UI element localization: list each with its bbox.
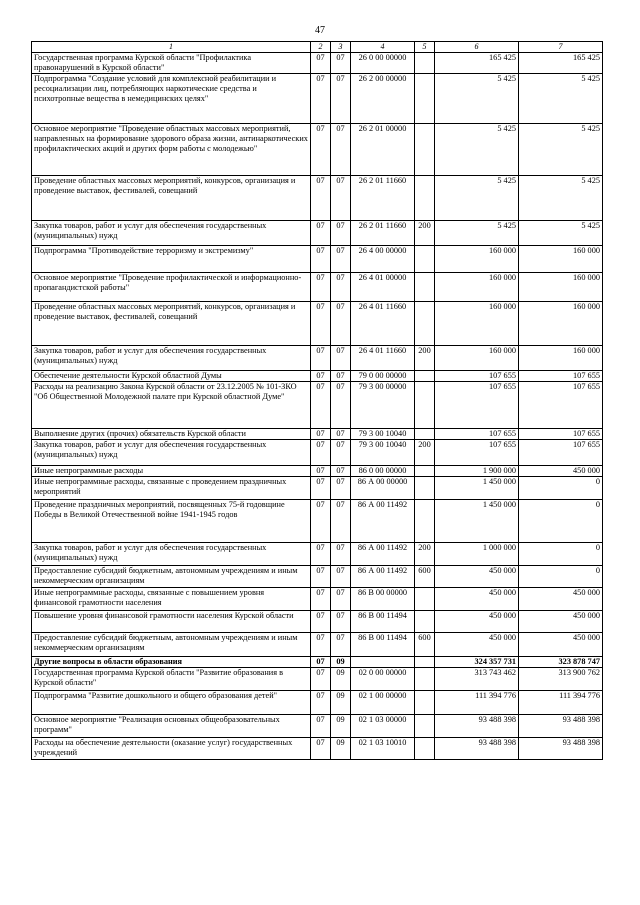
amount-2022-cell: 5 425 [519,74,603,124]
amount-2022-cell: 5 425 [519,124,603,176]
amount-2021-cell: 160 000 [435,302,519,346]
section-cell: 07 [311,74,331,124]
subsection-cell: 07 [331,346,351,371]
table-row [32,668,603,691]
target-article-cell: 86 А 00 11492 [351,543,415,566]
expense-type-cell [415,273,435,302]
expense-type-cell: 600 [415,633,435,657]
table-row [32,371,603,382]
subsection-cell: 07 [331,429,351,440]
amount-2022-cell: 107 655 [519,371,603,382]
expense-type-cell [415,176,435,221]
target-article-cell: 86 В 00 11494 [351,611,415,633]
header-cell: 1 [32,42,311,53]
section-cell: 07 [311,371,331,382]
description-cell: Закупка товаров, работ и услуг для обеспечения государственных (муниципальных) нужд [32,543,311,566]
amount-2021-cell: 1 450 000 [435,477,519,500]
amount-2021-cell: 450 000 [435,611,519,633]
section-cell: 07 [311,124,331,176]
section-cell: 07 [311,221,331,246]
target-article-cell: 79 3 00 10040 [351,429,415,440]
target-article-cell: 26 4 01 00000 [351,273,415,302]
table-row [32,302,603,346]
section-cell: 07 [311,246,331,273]
table-row [32,466,603,477]
table-row [32,382,603,429]
amount-2021-cell: 107 655 [435,429,519,440]
subsection-cell: 07 [331,477,351,500]
section-cell: 07 [311,466,331,477]
amount-2021-cell: 5 425 [435,221,519,246]
amount-2022-cell: 93 488 398 [519,738,603,760]
section-cell: 07 [311,500,331,543]
expense-type-cell [415,371,435,382]
expense-type-cell [415,74,435,124]
section-cell: 07 [311,273,331,302]
section-cell: 07 [311,53,331,74]
table-row [32,273,603,302]
section-cell: 07 [311,543,331,566]
subsection-cell: 07 [331,74,351,124]
table-row [32,440,603,466]
table-header-row [32,42,603,53]
description-cell: Расходы на обеспечение деятельности (оказание услуг) государственных учреждений [32,738,311,760]
description-cell: Повышение уровня финансовой грамотности населения Курской области [32,611,311,633]
section-cell: 07 [311,440,331,466]
target-article-cell: 26 2 00 00000 [351,74,415,124]
subsection-cell: 07 [331,176,351,221]
description-cell: Обеспечение деятельности Курской областной Думы [32,371,311,382]
amount-2021-cell: 324 357 731 [435,657,519,668]
section-cell: 07 [311,429,331,440]
amount-2022-cell: 107 655 [519,440,603,466]
table-row [32,566,603,588]
subsection-cell: 07 [331,611,351,633]
amount-2022-cell: 165 425 [519,53,603,74]
expense-type-cell [415,53,435,74]
table-row [32,543,603,566]
amount-2021-cell: 165 425 [435,53,519,74]
expense-type-cell [415,124,435,176]
amount-2021-cell: 93 488 398 [435,738,519,760]
amount-2022-cell: 0 [519,500,603,543]
table-row [32,429,603,440]
amount-2021-cell: 450 000 [435,633,519,657]
target-article-cell: 79 3 00 10040 [351,440,415,466]
target-article-cell: 02 1 03 10010 [351,738,415,760]
target-article-cell: 86 А 00 00000 [351,477,415,500]
target-article-cell: 26 0 00 00000 [351,53,415,74]
description-cell: Основное мероприятие "Проведение профилактической и информационно-пропагандистской работы" [32,273,311,302]
amount-2022-cell: 0 [519,566,603,588]
amount-2021-cell: 1 450 000 [435,500,519,543]
subsection-cell: 07 [331,53,351,74]
amount-2021-cell: 450 000 [435,588,519,611]
amount-2022-cell: 160 000 [519,273,603,302]
description-cell: Иные непрограммные расходы [32,466,311,477]
description-cell: Подпрограмма "Противодействие терроризму и экстремизму" [32,246,311,273]
target-article-cell: 26 4 00 00000 [351,246,415,273]
section-cell: 07 [311,588,331,611]
target-article-cell: 02 0 00 00000 [351,668,415,691]
section-cell: 07 [311,633,331,657]
description-cell: Основное мероприятие "Реализация основных общеобразовательных программ" [32,715,311,738]
section-cell: 07 [311,346,331,371]
section-cell: 07 [311,657,331,668]
page-number: 47 [315,25,325,36]
amount-2021-cell: 5 425 [435,124,519,176]
table-row [32,221,603,246]
subsection-cell: 09 [331,691,351,715]
expense-type-cell: 200 [415,440,435,466]
expense-type-cell [415,477,435,500]
target-article-cell: 86 В 00 00000 [351,588,415,611]
section-cell: 07 [311,668,331,691]
header-cell: 6 [435,42,519,53]
target-article-cell: 26 2 01 00000 [351,124,415,176]
target-article-cell: 86 А 00 11492 [351,566,415,588]
amount-2021-cell: 1 000 000 [435,543,519,566]
target-article-cell: 86 В 00 11494 [351,633,415,657]
target-article-cell: 79 0 00 00000 [351,371,415,382]
table-row [32,246,603,273]
description-cell: Предоставление субсидий бюджетным, автономным учреждениям и иным некоммерческим организациям [32,633,311,657]
amount-2021-cell: 313 743 462 [435,668,519,691]
subsection-cell: 07 [331,371,351,382]
expense-type-cell: 200 [415,346,435,371]
section-cell: 07 [311,302,331,346]
amount-2022-cell: 160 000 [519,302,603,346]
section-cell: 07 [311,382,331,429]
expense-type-cell [415,691,435,715]
target-article-cell: 86 0 00 00000 [351,466,415,477]
description-cell: Государственная программа Курской области "Профилактика правонарушений в Курской области" [32,53,311,74]
amount-2022-cell: 107 655 [519,382,603,429]
amount-2022-cell: 93 488 398 [519,715,603,738]
table-row [32,74,603,124]
subsection-cell: 07 [331,543,351,566]
amount-2022-cell: 5 425 [519,221,603,246]
amount-2022-cell: 5 425 [519,176,603,221]
amount-2022-cell: 450 000 [519,466,603,477]
subsection-cell: 07 [331,566,351,588]
target-article-cell: 02 1 00 00000 [351,691,415,715]
target-article-cell: 26 2 01 11660 [351,221,415,246]
target-article-cell: 26 2 01 11660 [351,176,415,221]
subsection-cell: 07 [331,500,351,543]
table-row [32,715,603,738]
description-cell: Другие вопросы в области образования [32,657,311,668]
subsection-cell: 09 [331,738,351,760]
subsection-cell: 07 [331,382,351,429]
table-row [32,53,603,74]
section-cell: 07 [311,738,331,760]
description-cell: Закупка товаров, работ и услуг для обеспечения государственных (муниципальных) нужд [32,440,311,466]
header-cell: 3 [331,42,351,53]
amount-2022-cell: 111 394 776 [519,691,603,715]
header-cell: 4 [351,42,415,53]
amount-2022-cell: 160 000 [519,346,603,371]
section-cell: 07 [311,691,331,715]
subsection-cell: 09 [331,668,351,691]
amount-2022-cell: 323 878 747 [519,657,603,668]
amount-2021-cell: 160 000 [435,246,519,273]
expense-type-cell: 600 [415,566,435,588]
table-row [32,633,603,657]
subsection-cell: 07 [331,124,351,176]
description-cell: Выполнение других (прочих) обязательств Курской области [32,429,311,440]
amount-2021-cell: 5 425 [435,74,519,124]
description-cell: Проведение праздничных мероприятий, посвященных 75-й годовщине Победы в Великой Отечественной войне 1941-1945 годов [32,500,311,543]
budget-table [31,41,603,760]
target-article-cell: 26 4 01 11660 [351,346,415,371]
amount-2022-cell: 0 [519,543,603,566]
amount-2022-cell: 0 [519,477,603,500]
expense-type-cell [415,302,435,346]
subsection-cell: 07 [331,588,351,611]
section-cell: 07 [311,477,331,500]
amount-2022-cell: 160 000 [519,246,603,273]
target-article-cell: 79 3 00 00000 [351,382,415,429]
description-cell: Подпрограмма "Развитие дошкольного и общего образования детей" [32,691,311,715]
description-cell: Иные непрограммные расходы, связанные с повышением уровня финансовой грамотности населения [32,588,311,611]
expense-type-cell [415,500,435,543]
expense-type-cell: 200 [415,221,435,246]
table-row [32,588,603,611]
description-cell: Подпрограмма "Создание условий для комплексной реабилитации и ресоциализации лиц, потребляющих наркотические средства и психотропные вещества в немедицинских целях" [32,74,311,124]
description-cell: Закупка товаров, работ и услуг для обеспечения государственных (муниципальных) нужд [32,221,311,246]
description-cell: Проведение областных массовых мероприятий, конкурсов, организация и проведение выставок, фестивалей, совещаний [32,302,311,346]
subsection-cell: 07 [331,633,351,657]
amount-2021-cell: 107 655 [435,382,519,429]
description-cell: Предоставление субсидий бюджетным, автономным учреждениям и иным некоммерческим организациям [32,566,311,588]
section-cell: 07 [311,715,331,738]
description-cell: Иные непрограммные расходы, связанные с проведением праздничных мероприятий [32,477,311,500]
header-cell: 2 [311,42,331,53]
amount-2022-cell: 450 000 [519,611,603,633]
expense-type-cell [415,429,435,440]
amount-2021-cell: 160 000 [435,346,519,371]
subsection-cell: 07 [331,221,351,246]
description-cell: Основное мероприятие "Проведение областных массовых мероприятий, направленных на формирование здорового образа жизни, антинаркотических профилактических акций и других форм работы с молодежью" [32,124,311,176]
amount-2022-cell: 450 000 [519,633,603,657]
subsection-cell: 07 [331,466,351,477]
table-row [32,500,603,543]
description-cell: Расходы на реализацию Закона Курской области от 23.12.2005 № 101-ЗКО "Об Общественной Молодежной палате при Курской областной Думе" [32,382,311,429]
amount-2022-cell: 313 900 762 [519,668,603,691]
amount-2021-cell: 107 655 [435,440,519,466]
description-cell: Закупка товаров, работ и услуг для обеспечения государственных (муниципальных) нужд [32,346,311,371]
target-article-cell: 26 4 01 11660 [351,302,415,346]
amount-2021-cell: 111 394 776 [435,691,519,715]
table-row [32,738,603,760]
expense-type-cell [415,382,435,429]
expense-type-cell: 200 [415,543,435,566]
table-row [32,657,603,668]
subsection-cell: 07 [331,440,351,466]
amount-2021-cell: 93 488 398 [435,715,519,738]
section-cell: 07 [311,176,331,221]
section-cell: 07 [311,566,331,588]
table-row [32,346,603,371]
target-article-cell: 02 1 03 00000 [351,715,415,738]
amount-2021-cell: 5 425 [435,176,519,221]
expense-type-cell [415,738,435,760]
table-row [32,477,603,500]
expense-type-cell [415,466,435,477]
description-cell: Проведение областных массовых мероприятий, конкурсов, организация и проведение выставок, фестивалей, совещаний [32,176,311,221]
subsection-cell: 07 [331,246,351,273]
table-row [32,176,603,221]
amount-2021-cell: 1 900 000 [435,466,519,477]
amount-2021-cell: 160 000 [435,273,519,302]
expense-type-cell [415,715,435,738]
section-cell: 07 [311,611,331,633]
subsection-cell: 07 [331,302,351,346]
target-article-cell [351,657,415,668]
table-row [32,611,603,633]
expense-type-cell [415,657,435,668]
table-row [32,691,603,715]
header-cell: 5 [415,42,435,53]
subsection-cell: 09 [331,657,351,668]
target-article-cell: 86 А 00 11492 [351,500,415,543]
expense-type-cell [415,246,435,273]
expense-type-cell [415,668,435,691]
expense-type-cell [415,588,435,611]
expense-type-cell [415,611,435,633]
amount-2022-cell: 450 000 [519,588,603,611]
amount-2022-cell: 107 655 [519,429,603,440]
subsection-cell: 07 [331,273,351,302]
table-row [32,124,603,176]
description-cell: Государственная программа Курской области "Развитие образования в Курской области" [32,668,311,691]
amount-2021-cell: 450 000 [435,566,519,588]
header-cell: 7 [519,42,603,53]
amount-2021-cell: 107 655 [435,371,519,382]
subsection-cell: 09 [331,715,351,738]
